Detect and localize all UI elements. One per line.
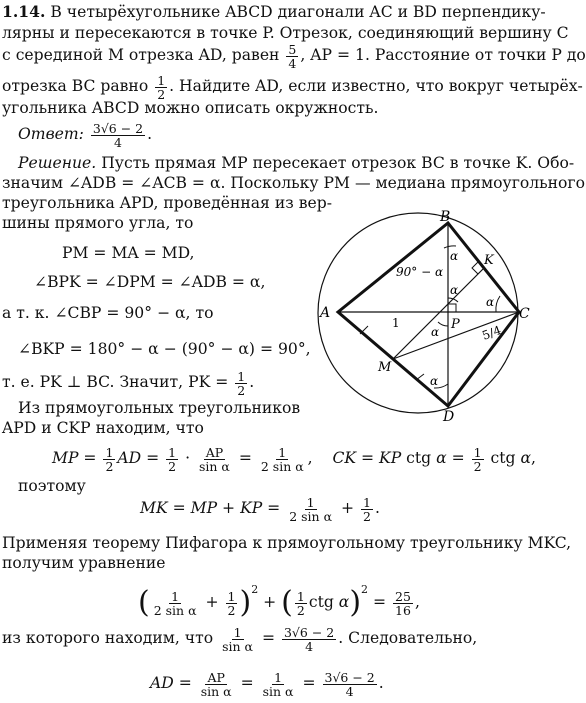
problem-text: отрезка BC равно	[2, 77, 149, 95]
equation-ad-final: AD = $\frac{AP}{\text{sin α}}$ = $\frac{1}{\text{sin α}}$ = $\frac{3√6 - 2}{4}$ .	[150, 669, 384, 699]
solution-line-2: значим ∠ADB = ∠ACB = α. Поскольку PM — медиана прямоугольного	[2, 174, 585, 192]
solution-line-9: поэтому	[18, 477, 86, 495]
solution-line-10: Применяя теорему Пифагора к прямоугольному треугольнику MKC,	[2, 534, 572, 552]
right-angle-k	[472, 262, 478, 274]
answer-line: Ответ: $\frac{3√6 - 2}{4}$ .	[18, 120, 153, 150]
label-k: K	[484, 253, 494, 268]
solution-line-5: а т. к. ∠CBP = 90° − α, то	[2, 304, 214, 322]
label-alpha-d: α	[430, 374, 439, 388]
tick-md	[416, 374, 424, 380]
label-alpha-b: α	[450, 249, 459, 263]
fraction-1-2: $\frac{1}{2}$	[237, 368, 246, 398]
angle-arc-pm	[438, 322, 448, 326]
solution-line-6: т. е. PK ⊥ BC. Значит, PK = $\frac{1}{2}$ .	[2, 368, 255, 398]
label-alpha-p: α	[450, 283, 459, 297]
quadrilateral-abcd	[338, 223, 519, 406]
problem-line-3	[2, 40, 586, 70]
problem-text: лярны и пересекаются в точке P. Отрезок, соединяющий вершину C	[2, 24, 569, 42]
answer-label: Ответ:	[18, 125, 84, 143]
label-alpha-pm: α	[431, 325, 440, 339]
problem-number: 1.14.	[2, 2, 46, 21]
problem-line-1	[2, 2, 546, 22]
geometry-diagram	[316, 208, 530, 426]
problem-text: В четырёхугольнике ABCD диагонали AC и BD перпендику-	[50, 3, 546, 21]
angle-arc-p	[448, 298, 458, 302]
equation-mk: MK = MP + KP = $\frac{1}{\text{2 sin α}}$ + $\frac{1}{2}$ .	[140, 494, 380, 524]
problem-text: с серединой M отрезка AD, равен	[2, 46, 280, 64]
solution-line-4: шины прямого угла, то	[2, 214, 194, 232]
solution-line-1: Решение. Пусть прямая MP пересекает отрезок BC в точке K. Обо-	[18, 154, 575, 172]
solution-line-7: Из прямоугольных треугольников	[18, 399, 301, 417]
solution-line-11: получим уравнение	[2, 554, 166, 572]
problem-line-4	[2, 71, 583, 101]
label-a: A	[320, 305, 331, 321]
answer-fraction: $\frac{3√6 - 2}{4}$	[92, 120, 144, 150]
problem-text: . Найдите AD, если известно, что вокруг четырёх-	[169, 77, 583, 95]
fraction-5-4: $\frac{5}{4}$	[288, 41, 297, 71]
angle-arc-c	[496, 296, 500, 312]
angle-arc-b	[444, 246, 456, 248]
solution-line-8: APD и CKP находим, что	[2, 419, 204, 437]
label-length-54: 5/4	[480, 323, 504, 343]
problem-text: , AP = 1. Расстояние от точки P до	[300, 46, 586, 64]
equation-mp-ck: MP = $\frac{1}{2}$ AD = $\frac{1}{2}$ · $\frac{AP}{\text{sin α}}$ = $\frac{1}{\text{2 sin α}}$ , CK = KP ctg α = $\frac{1}{2}$ ctg α,	[52, 444, 536, 474]
problem-text: угольника ABCD можно описать окружность.	[2, 99, 379, 117]
solution-line-12: из которого находим, что $\frac{1}{\text{sin α}}$ = $\frac{3√6 - 2}{4}$ . Следовательно,	[2, 624, 478, 654]
equation-angles: ∠BPK = ∠DPM = ∠ADB = α,	[34, 273, 266, 291]
label-d: D	[443, 409, 455, 425]
label-c: C	[519, 306, 530, 322]
problem-line-5	[2, 98, 378, 118]
fraction-1-2: $\frac{1}{2}$	[157, 72, 166, 102]
label-m: M	[378, 360, 392, 375]
label-length-1: 1	[392, 316, 400, 330]
right-angle-p	[448, 304, 456, 312]
label-90-alpha: 90° − α	[396, 265, 444, 279]
equation-pythagoras: ( $\frac{1}{\text{2 sin α}}$ + $\frac{1}{2}$ )$^2$ + ( $\frac{1}{2}$ ctg α)$^2$ = $\frac{25}{16}$ ,	[138, 583, 420, 620]
label-p: P	[451, 317, 460, 332]
equation-bkp: ∠BKP = 180° − α − (90° − α) = 90°,	[18, 340, 311, 358]
solution-line-3: треугольника APD, проведённая из вер-	[2, 194, 332, 212]
segment-mk	[393, 268, 484, 359]
label-alpha-c: α	[486, 295, 495, 309]
equation-pm: PM = MA = MD,	[62, 244, 195, 262]
solution-label: Решение.	[18, 154, 97, 172]
circumscribed-circle	[318, 213, 518, 413]
label-b: B	[440, 209, 451, 225]
